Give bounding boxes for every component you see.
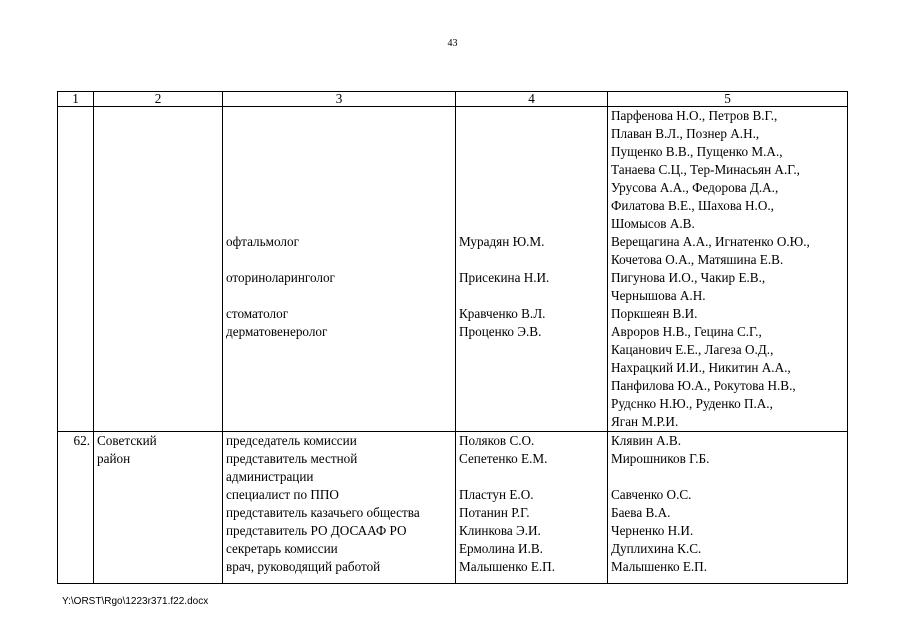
reserve-member-line: Дуплихина К.С. [611,541,702,556]
role-line: секретарь комиссии [226,541,338,556]
reserve-line: Верещагина А.А., Игнатенко О.Ю., [611,234,810,249]
row-number-cell [58,107,94,432]
chief-specialist-cell [456,107,608,432]
table-row [58,432,848,584]
reserve-member-line [611,468,844,486]
role-line: администрации [226,469,314,484]
chief-dermatovenereologist: Проценко Э.В. [459,324,542,339]
header-col-5: 5 [608,92,848,107]
reserve-line: Филатова В.Е., Шахова Н.О., [611,198,774,213]
reserve-line: Авроров Н.В., Гецина С.Г., [611,324,762,339]
chief-otorhinolaryngologist: Присекина Н.И. [459,270,550,285]
reserve-line: Нахрацкий И.И., Никитин А.А., [611,360,791,375]
member-line [459,468,604,486]
reserve-line: Пигунова И.О., Чакир Е.В., [611,270,766,285]
header-col-1: 1 [58,92,94,107]
district-name-line: Советский [97,433,157,448]
role-line: председатель комиссии [226,433,357,448]
specialty-ophthalmologist: офтальмолог [226,234,299,249]
role-line: специалист по ППО [226,487,339,502]
member-line: Поляков С.О. [459,433,535,448]
role-line: представитель местной [226,451,358,466]
reserve-line: Парфенова Н.О., Петров В.Г., [611,108,778,123]
reserve-line: Пущенко В.В., Пущенко М.А., [611,144,783,159]
reserve-line: Чернышова А.Н. [611,288,706,303]
table-header-row [58,92,848,107]
header-col-3: 3 [223,92,456,107]
document-file-path: Y:\ORST\Rgo\1223r371.f22.docx [62,596,209,607]
member-line: Малышенко Е.П. [459,559,556,574]
row-number-cell [58,432,94,584]
commission-table [57,91,848,584]
reserve-line: Шомысов А.В. [611,216,695,231]
reserve-member-line: Баева В.А. [611,505,671,520]
member-line: Клинкова Э.И. [459,523,541,538]
specialty-otorhinolaryngologist: оториноларинголог [226,270,335,285]
district-cell [94,107,223,432]
reserve-members-cell [608,107,848,432]
page-number: 43 [447,38,458,49]
reserve-line: Поркшеян В.И. [611,306,698,321]
role-line: представитель казачьего общества [226,505,420,520]
table-row [58,107,848,432]
role-line: представитель РО ДОСААФ РО [226,523,407,538]
reserve-line: Плаван В.Л., Познер А.Н., [611,126,760,141]
reserve-member-cell [608,432,848,584]
member-line: Потанин Р.Г. [459,505,530,520]
reserve-member-line: Малышенко Е.П. [611,559,708,574]
chief-ophthalmologist: Мурадян Ю.М. [459,234,545,249]
district-name-line: район [97,451,131,466]
specialty-dermatovenereologist: дерматовенеролог [226,324,328,339]
reserve-line: Кочетова О.А., Матяшина Е.В. [611,252,784,267]
specialty-dentist: стоматолог [226,306,289,321]
reserve-member-line: Савченко О.С. [611,487,692,502]
member-line: Сепетенко Е.М. [459,451,548,466]
reserve-line: Яган М.Р.И. [611,414,679,429]
reserve-member-line: Мирошников Г.Б. [611,451,710,466]
role-line: врач, руководящий работой [226,559,381,574]
row-number: 62. [73,433,90,448]
reserve-line: Панфилова Ю.А., Рокутова Н.В., [611,378,796,393]
reserve-member-line: Клявин А.В. [611,433,681,448]
specialty-cell [223,107,456,432]
chief-dentist: Кравченко В.Л. [459,306,546,321]
header-col-2: 2 [94,92,223,107]
reserve-member-line: Черненко Н.И. [611,523,694,538]
member-cell [456,432,608,584]
reserve-line: Урусова А.А., Федорова Д.А., [611,180,779,195]
district-cell [94,432,223,584]
reserve-line: Рудснко Н.Ю., Руденко П.А., [611,396,773,411]
role-cell [223,432,456,584]
reserve-line: Кацанович Е.Е., Лагеза О.Д., [611,342,774,357]
reserve-line: Танаева С.Ц., Тер-Минасьян А.Г., [611,162,800,177]
member-line: Пластун Е.О. [459,487,534,502]
member-line: Ермолина И.В. [459,541,543,556]
header-col-4: 4 [456,92,608,107]
